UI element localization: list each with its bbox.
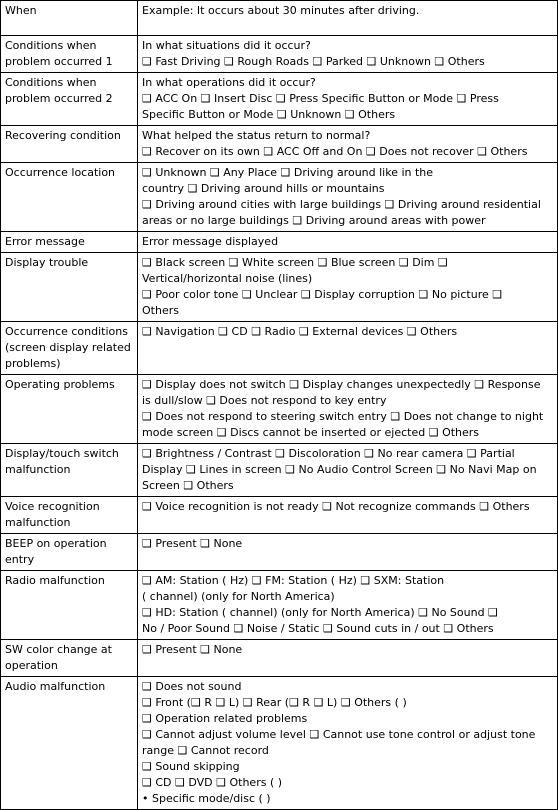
checkbox-options[interactable]: Vertical/horizontal noise (lines) xyxy=(142,272,313,285)
checkbox-options[interactable]: ❑ HD: Station ( channel) (only for North America) ❑ No Sound ❑ xyxy=(142,606,498,619)
checkbox-options[interactable]: Others xyxy=(142,304,179,317)
row-voice-recognition xyxy=(1,497,558,534)
row-content xyxy=(138,497,558,534)
row-recovering-condition xyxy=(1,126,558,163)
row-conditions-1 xyxy=(1,36,558,73)
row-error-message xyxy=(1,232,558,253)
checkbox-options[interactable]: areas or no large buildings ❑ Driving around areas with power xyxy=(142,214,486,227)
row-sw-color-change xyxy=(1,640,558,677)
row-label: Audio malfunction xyxy=(1,677,138,810)
row-content xyxy=(138,571,558,640)
row-display-touch-switch xyxy=(1,444,558,497)
checkbox-options[interactable]: ❑ Present ❑ None xyxy=(142,643,243,656)
row-content xyxy=(138,1,558,36)
checkbox-options[interactable]: ❑ Does not respond to steering switch entry ❑ Does not change to night xyxy=(142,410,544,423)
row-operating-problems xyxy=(1,375,558,444)
checkbox-options[interactable]: mode screen ❑ Discs cannot be inserted or ejected ❑ Others xyxy=(142,426,480,439)
content-line: Error message displayed xyxy=(142,235,279,248)
row-label: Conditions when problem occurred 1 xyxy=(1,36,138,73)
row-audio-malfunction xyxy=(1,677,558,810)
checkbox-options[interactable]: country ❑ Driving around hills or mountains xyxy=(142,182,385,195)
checkbox-options[interactable]: ❑ Navigation ❑ CD ❑ Radio ❑ External devices ❑ Others xyxy=(142,325,458,338)
row-when xyxy=(1,1,558,36)
row-label: Operating problems xyxy=(1,375,138,444)
checkbox-options[interactable]: ❑ Present ❑ None xyxy=(142,537,243,550)
row-content xyxy=(138,126,558,163)
content-line: In what situations did it occur? xyxy=(142,39,311,52)
row-label: When xyxy=(1,1,138,36)
row-content xyxy=(138,534,558,571)
row-label: Conditions when problem occurred 2 xyxy=(1,73,138,126)
checkbox-options[interactable]: ❑ Sound skipping xyxy=(142,760,240,773)
row-label: Error message xyxy=(1,232,138,253)
specific-mode-field[interactable]: • Specific mode/disc ( ) xyxy=(142,792,271,805)
row-content xyxy=(138,253,558,322)
checkbox-options[interactable]: ❑ Voice recognition is not ready ❑ Not recognize commands ❑ Others xyxy=(142,500,530,513)
row-occurrence-location xyxy=(1,163,558,232)
row-label: Voice recognition malfunction xyxy=(1,497,138,534)
row-label: Occurrence location xyxy=(1,163,138,232)
checkbox-options[interactable]: ❑ CD ❑ DVD ❑ Others ( ) xyxy=(142,776,283,789)
content-line: In what operations did it occur? xyxy=(142,76,316,89)
checkbox-options[interactable]: ( channel) (only for North America) xyxy=(142,590,335,603)
checkbox-options[interactable]: ❑ Front (❑ R ❑ L) ❑ Rear (❑ R ❑ L) ❑ Others ( ) xyxy=(142,696,407,709)
checkbox-options[interactable]: is dull/slow ❑ Does not respond to key entry xyxy=(142,394,387,407)
checkbox-options[interactable]: No / Poor Sound ❑ Noise / Static ❑ Sound cuts in / out ❑ Others xyxy=(142,622,494,635)
row-conditions-2 xyxy=(1,73,558,126)
checkbox-options[interactable]: ❑ Display does not switch ❑ Display changes unexpectedly ❑ Response xyxy=(142,378,541,391)
row-display-trouble xyxy=(1,253,558,322)
checkbox-options[interactable]: ❑ AM: Station ( Hz) ❑ FM: Station ( Hz) ❑ SXM: Station xyxy=(142,574,445,587)
row-label: Display/touch switch malfunction xyxy=(1,444,138,497)
row-content xyxy=(138,73,558,126)
checkbox-options[interactable]: ❑ Fast Driving ❑ Rough Roads ❑ Parked ❑ Unknown ❑ Others xyxy=(142,55,485,68)
row-label: Radio malfunction xyxy=(1,571,138,640)
row-content xyxy=(138,640,558,677)
checkbox-options[interactable]: ❑ Operation related problems xyxy=(142,712,308,725)
row-content xyxy=(138,677,558,810)
row-label: Occurrence conditions (screen display related problems) xyxy=(1,322,138,375)
checkbox-options[interactable]: range ❑ Cannot record xyxy=(142,744,269,757)
checkbox-options[interactable]: Screen ❑ Others xyxy=(142,479,234,492)
row-content xyxy=(138,322,558,375)
row-content xyxy=(138,163,558,232)
checkbox-options[interactable]: ❑ Unknown ❑ Any Place ❑ Driving around like in the xyxy=(142,166,434,179)
row-content xyxy=(138,232,558,253)
content-line: What helped the status return to normal? xyxy=(142,129,371,142)
row-content xyxy=(138,444,558,497)
checkbox-options[interactable]: ❑ Does not sound xyxy=(142,680,242,693)
checkbox-options[interactable]: ❑ Recover on its own ❑ ACC Off and On ❑ Does not recover ❑ Others xyxy=(142,145,528,158)
content-line: Example: It occurs about 30 minutes after driving. xyxy=(142,4,420,17)
checkbox-options[interactable]: ❑ Cannot adjust volume level ❑ Cannot use tone control or adjust tone xyxy=(142,728,536,741)
checkbox-options[interactable]: ❑ Poor color tone ❑ Unclear ❑ Display corruption ❑ No picture ❑ xyxy=(142,288,503,301)
row-content xyxy=(138,375,558,444)
row-label: SW color change at operation xyxy=(1,640,138,677)
checkbox-options[interactable]: ❑ Black screen ❑ White screen ❑ Blue screen ❑ Dim ❑ xyxy=(142,256,448,269)
checkbox-options[interactable]: ❑ Brightness / Contrast ❑ Discoloration ❑ No rear camera ❑ Partial xyxy=(142,447,515,460)
row-label: Display trouble xyxy=(1,253,138,322)
row-occurrence-conditions xyxy=(1,322,558,375)
row-label: BEEP on operation entry xyxy=(1,534,138,571)
checkbox-options[interactable]: Specific Button or Mode ❑ Unknown ❑ Others xyxy=(142,108,396,121)
row-label: Recovering condition xyxy=(1,126,138,163)
checkbox-options[interactable]: ❑ ACC On ❑ Insert Disc ❑ Press Specific Button or Mode ❑ Press xyxy=(142,92,499,105)
checkbox-options[interactable]: Display ❑ Lines in screen ❑ No Audio Control Screen ❑ No Navi Map on xyxy=(142,463,537,476)
row-content xyxy=(138,36,558,73)
row-beep xyxy=(1,534,558,571)
row-radio-malfunction xyxy=(1,571,558,640)
checkbox-options[interactable]: ❑ Driving around cities with large buildings ❑ Driving around residential xyxy=(142,198,541,211)
